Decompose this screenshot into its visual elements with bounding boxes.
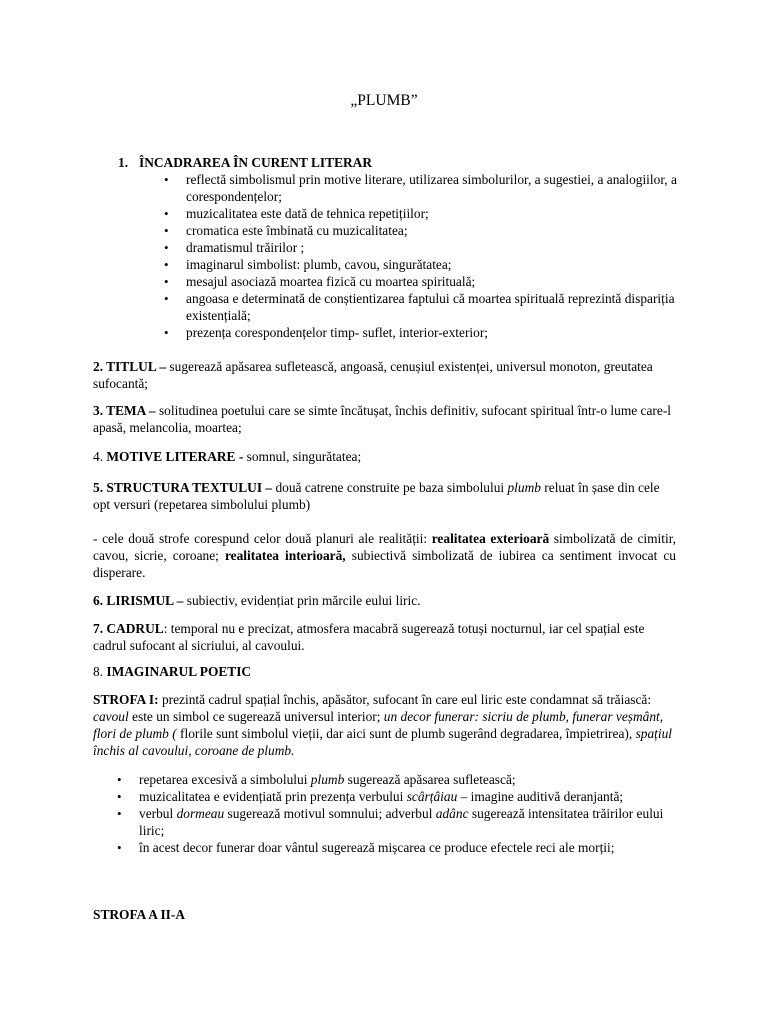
text-structura-b: reluat în șase din cele opt versuri (repetarea simbolului plumb)	[93, 480, 660, 512]
text-structura-plumb: plumb	[507, 480, 541, 495]
section-number: 1.	[118, 155, 129, 170]
list-item-italic: plumb	[310, 772, 345, 787]
list-item-italic: dormeau	[176, 806, 225, 821]
label-titlul: 2. TITLUL –	[93, 359, 167, 374]
paragraph-structura	[93, 479, 676, 513]
paragraph-planuri	[93, 530, 676, 581]
list-item: • mesajul asociază moartea fizică cu moartea spirituală;	[186, 273, 678, 290]
text-planuri-a: - cele două strofe corespund celor două planuri ale realității:	[93, 531, 432, 546]
list-item: • imaginarul simbolist: plumb, cavou, singurătatea;	[186, 256, 678, 273]
paragraph-strofa-2	[93, 906, 676, 923]
section-heading-incadrarea	[118, 154, 372, 171]
paragraph-motive	[93, 448, 676, 465]
list-item: • muzicalitatea este dată de tehnica repetițiilor;	[186, 205, 678, 222]
list-item: • reflectă simbolismul prin motive literare, utilizarea simbolurilor, a sugestiei, a analogiilor, a corespondențelor;	[186, 171, 678, 205]
text-strofa-1-i2: un decor funerar: sicriu de plumb, funerar veșmânt, flori de plumb (	[93, 709, 664, 741]
list-item: • prezența corespondențelor timp- suflet, interior-exterior;	[186, 324, 678, 341]
section-heading-text: ÎNCADRAREA ÎN CURENT LITERAR	[139, 155, 373, 170]
label-lirismul: 6. LIRISMUL –	[93, 593, 184, 608]
text-planuri-interioara: realitatea interioară,	[224, 548, 346, 563]
document-title: „PLUMB”	[350, 92, 418, 109]
label-strofa-2: STROFA A II-A	[93, 907, 186, 922]
list-item-text: muzicalitatea e evidențiată prin prezența verbului	[139, 789, 407, 804]
text-strofa-1-t2: este un simbol ce sugerează universul interior;	[128, 709, 384, 724]
list-item-text: sugerează motivul somnului; adverbul	[224, 806, 436, 821]
list-item-text: repetarea excesivă a simbolului	[139, 772, 311, 787]
number-motive: 4.	[93, 449, 107, 464]
list-item-italic: scârțâiau	[406, 789, 458, 804]
list-item-text: verbul	[139, 806, 177, 821]
list-item-text: sugerează intensitatea trăirilor eului liric;	[139, 806, 664, 838]
list-item	[139, 771, 679, 788]
paragraph-strofa-1	[93, 691, 676, 759]
text-strofa-1-i3: spațiul închis al cavoului, coroane de plumb.	[93, 726, 673, 758]
list-item-text: sugerează apăsarea sufletească;	[344, 772, 516, 787]
strofa-1-bullet-list	[139, 771, 679, 856]
label-tema: 3. TEMA –	[93, 403, 156, 418]
list-item: • dramatismul trăirilor ;	[186, 239, 678, 256]
label-imaginarul: IMAGINARUL POETIC	[106, 664, 252, 679]
list-item: • cromatica este îmbinată cu muzicalitatea;	[186, 222, 678, 239]
number-imaginarul: 8.	[93, 664, 107, 679]
list-item: • angoasa e determinată de conștientizarea faptului că moartea spirituală reprezintă dispariția existențială;	[186, 290, 678, 324]
paragraph-cadrul	[93, 620, 676, 654]
label-cadrul: 7. CADRUL	[93, 621, 164, 636]
paragraph-titlul	[93, 358, 676, 392]
text-strofa-1-t3: florile sunt simbolul vieții, dar aici sunt de plumb sugerând degradarea, împietrirea),	[176, 726, 636, 741]
list-item-text: – imagine auditivă deranjantă;	[457, 789, 624, 804]
text-cadrul: : temporal nu e precizat, atmosfera macabră sugerează totuși nocturnul, iar cel spațial este cadrul sufocant al sicriului, al cavoului.	[93, 621, 645, 653]
list-item	[139, 839, 679, 856]
text-strofa-1-i1: cavoul	[93, 709, 129, 724]
text-structura-a: două catrene construite pe baza simbolului	[272, 480, 508, 495]
incadrarea-bullet-list	[186, 171, 678, 341]
text-titlul: sugerează apăsarea sufletească, angoasă, cenușiul existenței, universul monoton, greutatea sufocantă;	[93, 359, 653, 391]
paragraph-tema	[93, 402, 676, 436]
text-lirismul: subiectiv, evidențiat prin mărcile eului liric.	[183, 593, 421, 608]
text-motive: somnul, singurătatea;	[243, 449, 362, 464]
list-item-text: în acest decor funerar doar vântul sugerează mișcarea ce produce efectele reci ale morții;	[139, 840, 615, 855]
text-tema: solitudinea poetului care se simte încătușat, închis definitiv, sufocant spiritual într-o lume care-l apasă, melancolia, moartea;	[93, 403, 671, 435]
list-item	[139, 805, 679, 839]
text-planuri-exterioara: realitatea exterioară	[431, 531, 550, 546]
text-strofa-1-t1: prezintă cadrul spațial închis, apăsător, sufocant în care eul liric este condamnat să trăiască:	[158, 692, 652, 707]
list-item-italic: adânc	[435, 806, 469, 821]
list-item	[139, 788, 679, 805]
label-strofa-1: STROFA I:	[93, 692, 159, 707]
paragraph-imaginarul	[93, 663, 676, 680]
text-planuri-b: simbolizată de cimitir, cavou, sicrie, coroane;	[93, 531, 676, 563]
text-planuri-c: subiectivă simbolizată de iubirea ca sentiment invocat cu disperare.	[93, 548, 676, 580]
label-motive: MOTIVE LITERARE -	[106, 449, 244, 464]
paragraph-lirismul	[93, 592, 676, 609]
label-structura: 5. STRUCTURA TEXTULUI –	[93, 480, 273, 495]
